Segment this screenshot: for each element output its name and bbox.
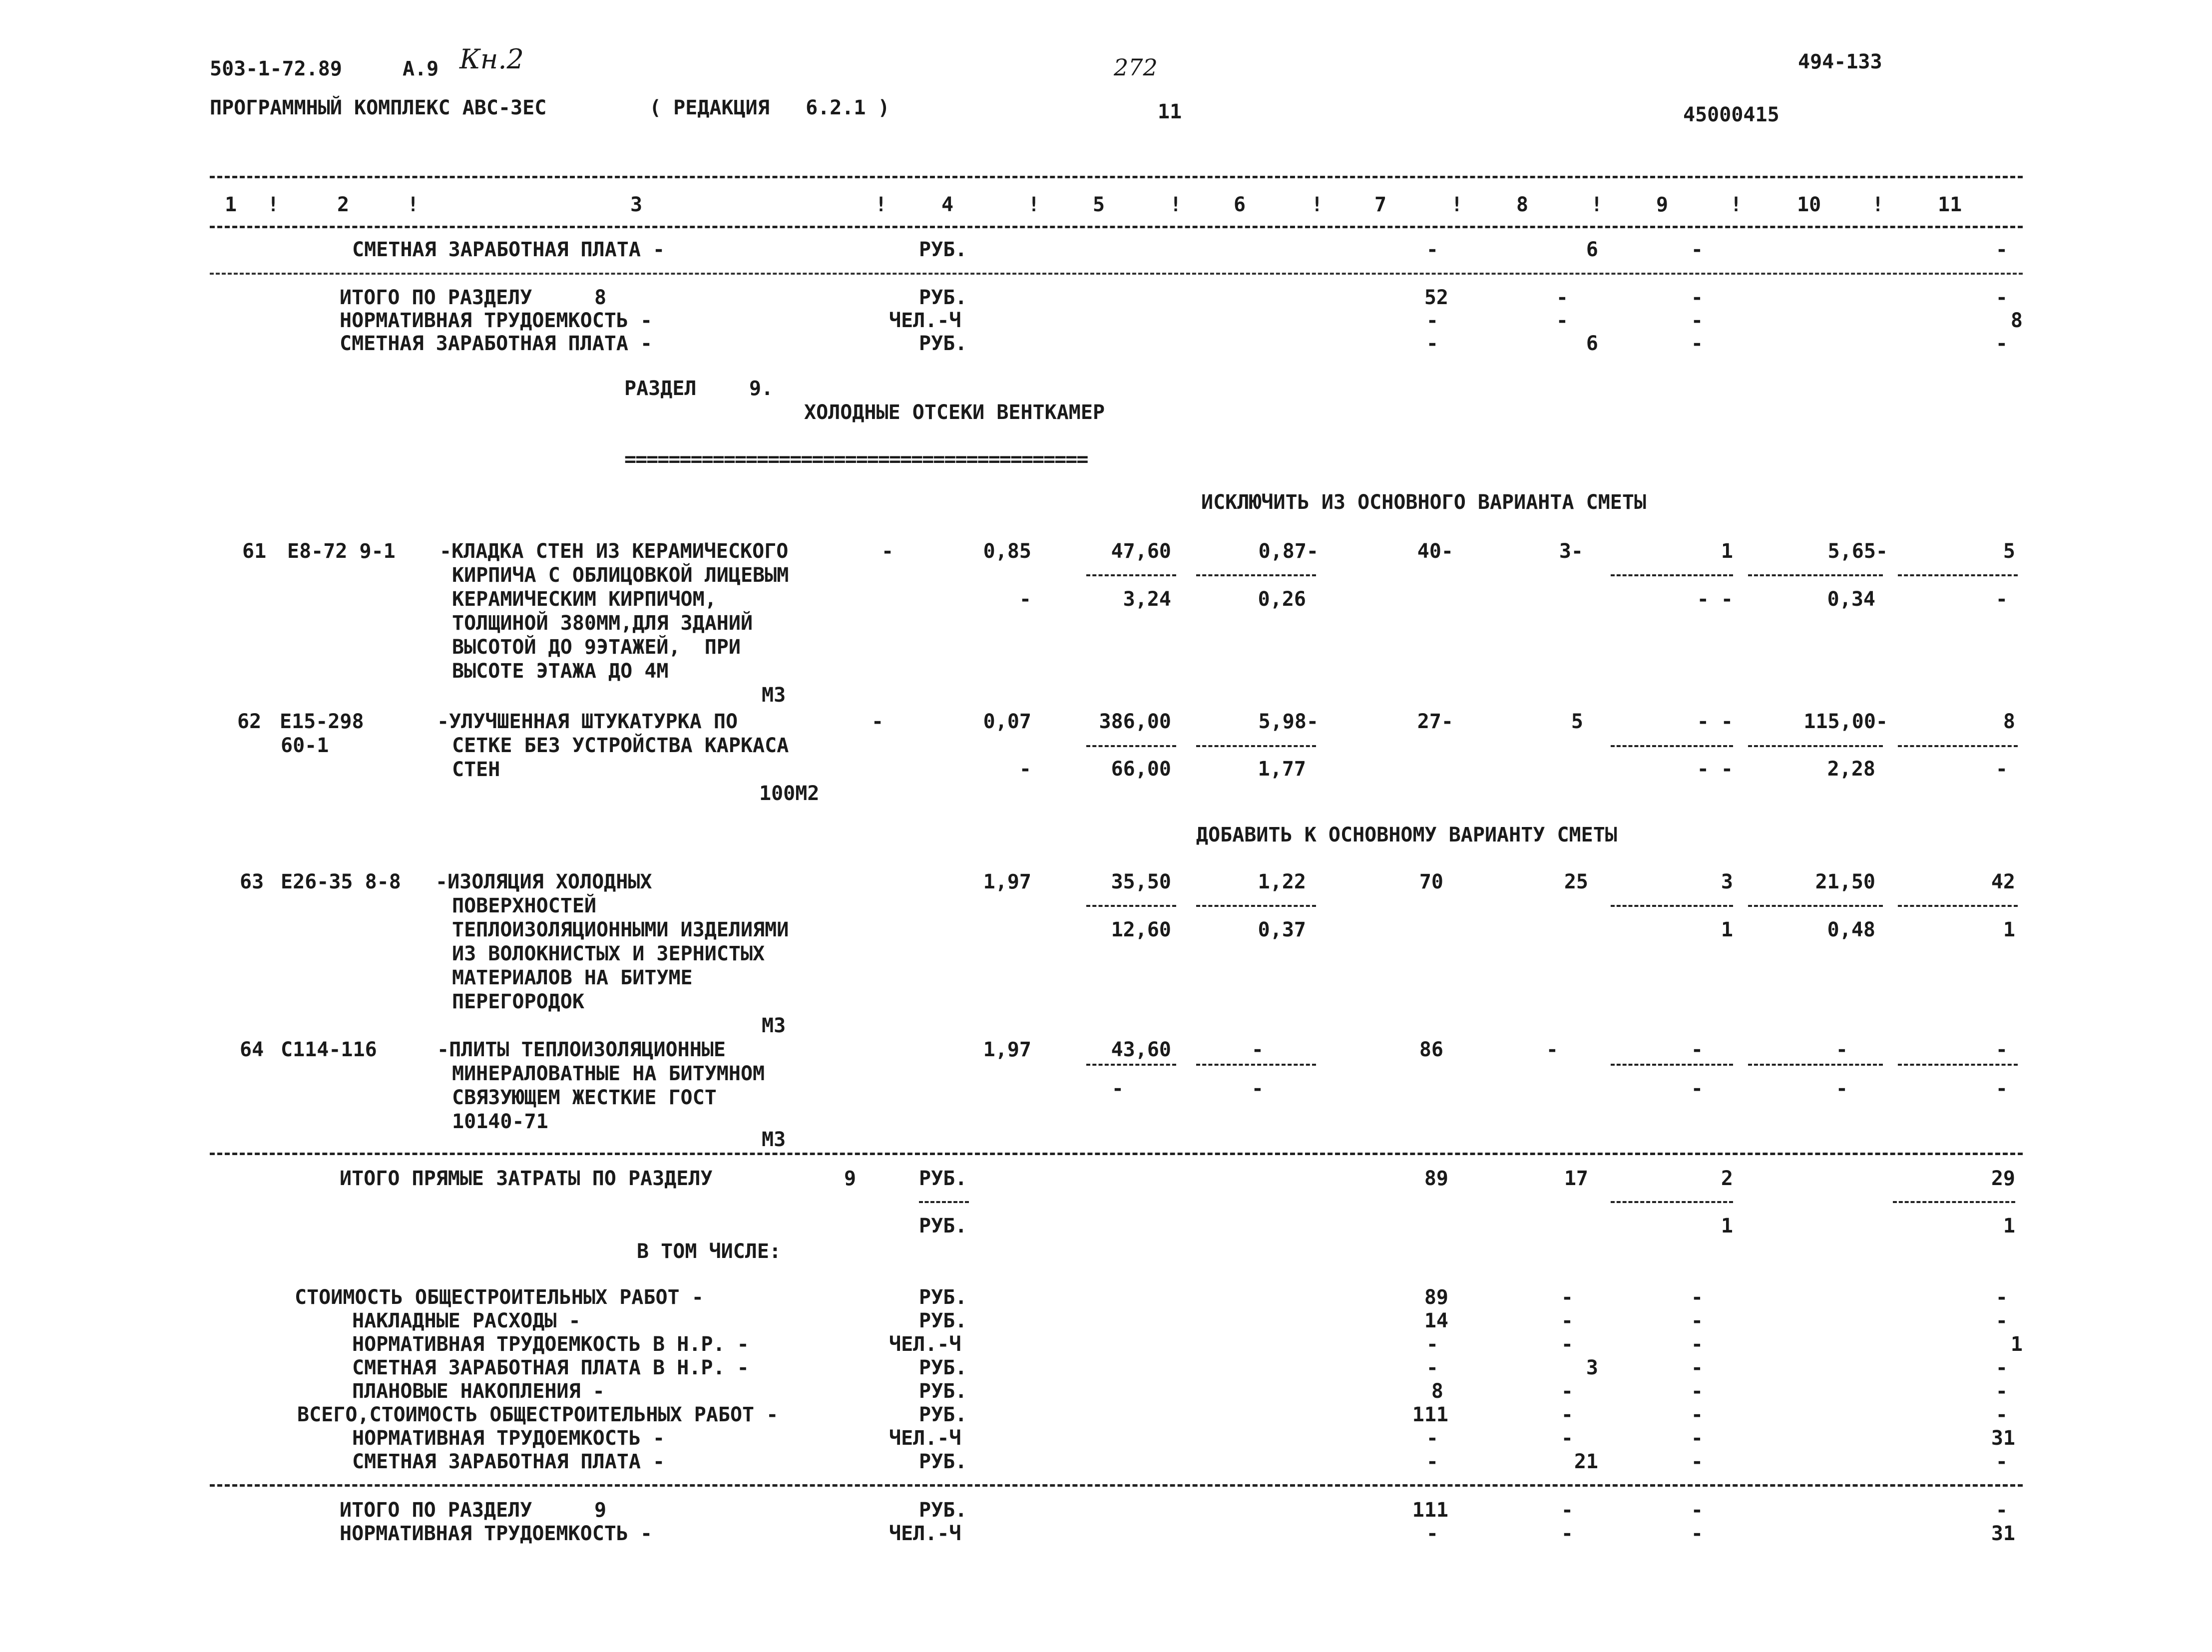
cell-c7: -: [1426, 1333, 1438, 1356]
item-number: 62: [237, 710, 262, 733]
cell-c4: 0,85: [983, 540, 1031, 563]
cell-c9: -: [1691, 1450, 1703, 1473]
cell-c7: 8: [1431, 1380, 1443, 1403]
frac-line: [1086, 745, 1176, 747]
item-desc-line: СЕТКЕ БЕЗ УСТРОЙСТВА КАРКАСА: [452, 734, 789, 757]
col-6: 6: [1234, 193, 1246, 216]
row-unit: ЧЕЛ.-Ч: [889, 309, 961, 332]
edition: ( РЕДАКЦИЯ 6.2.1 ): [649, 96, 890, 119]
cell-c8: 25: [1564, 870, 1588, 893]
col-sep: !: [1028, 193, 1040, 216]
row-label: НОРМАТИВНАЯ ТРУДОЕМКОСТЬ -: [340, 1522, 653, 1545]
item-desc-line: ПЕРЕГОРОДОК: [452, 990, 584, 1013]
item-desc-line: ВЫСОТЕ ЭТАЖА ДО 4М: [452, 660, 669, 683]
cell-c11: 5: [2003, 540, 2015, 563]
cell-c8: 6: [1586, 238, 1598, 261]
item-number: 63: [240, 870, 264, 893]
frac-line: [1086, 1064, 1176, 1066]
row-unit: ЧЕЛ.-Ч: [889, 1333, 961, 1356]
including-label: В ТОМ ЧИСЛЕ:: [637, 1240, 781, 1263]
cell-c5: 386,00: [1099, 710, 1171, 733]
item-dash: -: [872, 710, 884, 733]
cell-c9: -: [1691, 1403, 1703, 1426]
item-desc-line: КЕРАМИЧЕСКИМ КИРПИЧОМ,: [452, 588, 717, 611]
cell-c11: 1: [2010, 1333, 2023, 1356]
cell-c11: -: [1995, 1499, 2008, 1522]
cell-c11: 31: [1991, 1427, 2015, 1450]
col-3: 3: [630, 193, 643, 216]
row-unit: РУБ.: [919, 332, 967, 355]
item-unit: М3: [762, 1014, 786, 1037]
row-unit: РУБ.: [919, 1356, 967, 1379]
section-underline: ==========================================: [624, 448, 1088, 471]
item-code: Е26-35 8-8: [281, 870, 401, 893]
item-desc-line: ИЗ ВОЛОКНИСТЫХ И ЗЕРНИСТЫХ: [452, 942, 765, 965]
row-unit: РУБ.: [919, 286, 967, 309]
frac-line: [1898, 905, 2018, 907]
row-label: ВСЕГО,СТОИМОСТЬ ОБЩЕСТРОИТЕЛЬНЫХ РАБОТ -: [297, 1403, 779, 1426]
item-desc-line: СТЕН: [452, 758, 500, 781]
document-code: 503-1-72.89: [210, 57, 342, 80]
row-unit: РУБ.: [919, 1380, 967, 1403]
frac-line: [919, 1201, 969, 1203]
item-code: С114-116: [281, 1038, 377, 1061]
col-sep: !: [1311, 193, 1324, 216]
cell-c8: -: [1561, 1499, 1573, 1522]
frac-line: [1196, 905, 1316, 907]
cell-c10b: 0,48: [1827, 918, 1875, 941]
cell-c6: 1,22: [1258, 870, 1306, 893]
col-sep: !: [1451, 193, 1463, 216]
frac-line: [1748, 745, 1883, 747]
row-label: НОРМАТИВНАЯ ТРУДОЕМКОСТЬ В Н.Р. -: [352, 1333, 749, 1356]
sheet-number: 11: [1158, 100, 1182, 123]
cell-c11b: -: [1995, 1077, 2008, 1100]
frac-line: [1196, 1064, 1316, 1066]
cell-c9: -: [1691, 1356, 1703, 1379]
frac-line: [1898, 745, 2018, 747]
final-rule: [210, 1484, 2023, 1487]
cell-c6b: 0,37: [1258, 918, 1306, 941]
cell-c8: -: [1561, 1427, 1573, 1450]
cell-c8: 5: [1571, 710, 1583, 733]
item-desc-line: 10140-71: [452, 1110, 548, 1133]
cell-c7: 70: [1419, 870, 1443, 893]
cell-c9: -: [1691, 238, 1703, 261]
cell-c10: 5,65-: [1827, 540, 1888, 563]
row-unit: РУБ.: [919, 238, 967, 261]
cell-c11b: -: [1995, 758, 2008, 781]
row-unit: ЧЕЛ.-Ч: [889, 1522, 961, 1545]
cell-c6b: -: [1251, 1077, 1264, 1100]
cell-c9: -: [1691, 332, 1703, 355]
frac-line: [1748, 574, 1883, 576]
frac-line: [1611, 1201, 1733, 1203]
item-desc-line: ВЫСОТОЙ ДО 9ЭТАЖЕЙ, ПРИ: [452, 636, 741, 659]
cell-c11: 8: [2003, 710, 2015, 733]
frac-line: [1748, 905, 1883, 907]
cell-c6: -: [1251, 1038, 1264, 1061]
item-code: Е8-72 9-1: [287, 540, 396, 563]
frac-line: [1898, 574, 2018, 576]
row-unit: РУБ.: [919, 1286, 967, 1309]
cell-c7: -: [1426, 238, 1438, 261]
cell-c7: 40-: [1417, 540, 1453, 563]
cell-c8: -: [1561, 1403, 1573, 1426]
cell-c11: -: [1995, 1286, 2008, 1309]
row-label: ИТОГО ПО РАЗДЕЛУ: [340, 286, 532, 309]
item-unit: М3: [762, 684, 786, 707]
cell-c9: -: [1691, 1522, 1703, 1545]
row-unit: РУБ.: [919, 1215, 967, 1238]
cell-c11: -: [1995, 1380, 2008, 1403]
section-number: 9: [844, 1167, 857, 1190]
cell-c11b: 1: [2003, 918, 2015, 941]
col-sep: !: [407, 193, 420, 216]
cell-c11: 31: [1991, 1522, 2015, 1545]
cell-c7: 27-: [1417, 710, 1453, 733]
item-unit: 100М2: [759, 782, 820, 805]
cell-c7: -: [1426, 1427, 1438, 1450]
cell-c7: 14: [1424, 1309, 1448, 1332]
item-desc-line: МИНЕРАЛОВАТНЫЕ НА БИТУМНОМ: [452, 1062, 765, 1085]
cell-c7: 89: [1424, 1286, 1448, 1309]
cell-c9b: - -: [1697, 758, 1733, 781]
cell-c11: -: [1995, 332, 2008, 355]
col-10: 10: [1797, 193, 1821, 216]
item-desc-line: -ИЗОЛЯЦИЯ ХОЛОДНЫХ: [436, 870, 652, 893]
cell-c10: 115,00-: [1803, 710, 1888, 733]
cell-c10b: -: [1835, 1077, 1848, 1100]
cell-c9b: - -: [1697, 588, 1733, 611]
cell-c9: -: [1691, 1380, 1703, 1403]
cell-c10: -: [1835, 1038, 1848, 1061]
cell-c8: 6: [1586, 332, 1598, 355]
cell-c11: -: [1995, 238, 2008, 261]
row-unit: РУБ.: [919, 1499, 967, 1522]
item-code-cont: 60-1: [281, 734, 329, 757]
item-number: 61: [242, 540, 267, 563]
col-4: 4: [941, 193, 954, 216]
cell-c9: - -: [1697, 710, 1733, 733]
cell-c11: -: [1995, 1038, 2008, 1061]
cell-c8: 21: [1574, 1450, 1598, 1473]
col-sep: !: [1730, 193, 1743, 216]
cell-c9: -: [1691, 1499, 1703, 1522]
col-5: 5: [1093, 193, 1105, 216]
program-name: ПРОГРАММНЫЙ КОМПЛЕКС АВС-3ЕС: [210, 96, 547, 119]
col-2: 2: [337, 193, 350, 216]
item-desc-line: ПОВЕРХНОСТЕЙ: [452, 894, 596, 917]
item-desc-line: -ПЛИТЫ ТЕПЛОИЗОЛЯЦИОННЫЕ: [437, 1038, 726, 1061]
cell-c11: -: [1995, 286, 2008, 309]
cell-c7: 89: [1424, 1167, 1448, 1190]
cell-c8: 3-: [1559, 540, 1583, 563]
book-handwritten: Кн.2: [459, 43, 524, 75]
cell-c5b: 3,24: [1123, 588, 1171, 611]
frac-line: [1611, 1064, 1733, 1066]
row-unit: РУБ.: [919, 1403, 967, 1426]
cell-c10b: 2,28: [1827, 758, 1875, 781]
item-dash: -: [882, 540, 894, 563]
item-unit: М3: [762, 1128, 786, 1151]
cell-c9: -: [1691, 1286, 1703, 1309]
row-label: НОРМАТИВНАЯ ТРУДОЕМКОСТЬ -: [340, 309, 653, 332]
add-heading: ДОБАВИТЬ К ОСНОВНОМУ ВАРИАНТУ СМЕТЫ: [1196, 824, 1617, 846]
frac-line: [1898, 1064, 2018, 1066]
cell-c9: 2: [1721, 1167, 1733, 1190]
item-desc-line: ТОЛЩИНОЙ 380ММ,ДЛЯ ЗДАНИЙ: [452, 612, 753, 635]
item-number: 64: [240, 1038, 264, 1061]
cell-c11b: 1: [2003, 1215, 2015, 1238]
cell-c5b: 12,60: [1111, 918, 1171, 941]
cell-c7: 86: [1419, 1038, 1443, 1061]
cell-c4b: -: [1019, 588, 1031, 611]
cell-c8: -: [1561, 1286, 1573, 1309]
item-desc-line: СВЯЗУЮЩЕМ ЖЕСТКИЕ ГОСТ: [452, 1086, 717, 1109]
cell-c8: 3: [1586, 1356, 1598, 1379]
row-label: ИТОГО ПРЯМЫЕ ЗАТРАТЫ ПО РАЗДЕЛУ: [340, 1167, 713, 1190]
cell-c9: -: [1691, 1333, 1703, 1356]
cell-c10: 21,50: [1815, 870, 1875, 893]
col-8: 8: [1516, 193, 1529, 216]
page-number-handwritten: 272: [1114, 54, 1158, 81]
section-number: 9: [594, 1499, 607, 1522]
frac-line: [1611, 574, 1733, 576]
cell-c11b: -: [1995, 588, 2008, 611]
cell-c11: 29: [1991, 1167, 2015, 1190]
cell-c7: 52: [1424, 286, 1448, 309]
cell-c9: -: [1691, 286, 1703, 309]
frac-line: [1748, 1064, 1883, 1066]
frac-line: [1196, 574, 1316, 576]
cell-c6b: 0,26: [1258, 588, 1306, 611]
row-label: СМЕТНАЯ ЗАРАБОТНАЯ ПЛАТА -: [340, 332, 653, 355]
col-sep: !: [875, 193, 887, 216]
frac-line: [1086, 574, 1176, 576]
cell-c8: -: [1561, 1522, 1573, 1545]
col-sep: !: [1591, 193, 1603, 216]
cell-c5b: -: [1111, 1077, 1124, 1100]
cell-c6: 5,98-: [1258, 710, 1319, 733]
cell-c10b: 0,34: [1827, 588, 1875, 611]
album-label: А.9: [403, 57, 439, 80]
row-unit: ЧЕЛ.-Ч: [889, 1427, 961, 1450]
cell-c4b: -: [1019, 758, 1031, 781]
row-unit: РУБ.: [919, 1450, 967, 1473]
cell-c11: -: [1995, 1403, 2008, 1426]
cell-c9: 1: [1721, 540, 1733, 563]
row-label: НАКЛАДНЫЕ РАСХОДЫ -: [352, 1309, 581, 1332]
cell-c7: 111: [1412, 1499, 1448, 1522]
header-rule: [210, 226, 2023, 228]
row-unit: РУБ.: [919, 1167, 967, 1190]
cell-c4: 1,97: [983, 870, 1031, 893]
cell-c9: -: [1691, 1309, 1703, 1332]
col-11: 11: [1938, 193, 1962, 216]
cell-c8: -: [1546, 1038, 1558, 1061]
item-desc-line: -УЛУЧШЕННАЯ ШТУКАТУРКА ПО: [437, 710, 738, 733]
cell-c8: -: [1556, 309, 1568, 332]
cell-c4: 0,07: [983, 710, 1031, 733]
cell-c11: -: [1995, 1309, 2008, 1332]
cell-c5: 47,60: [1111, 540, 1171, 563]
cell-c9: 3: [1721, 870, 1733, 893]
cell-c5: 35,50: [1111, 870, 1171, 893]
frac-line: [1893, 1201, 2015, 1203]
frac-line: [1611, 745, 1733, 747]
cell-c6: 0,87-: [1258, 540, 1319, 563]
cell-c11: -: [1995, 1450, 2008, 1473]
cell-c5: 43,60: [1111, 1038, 1171, 1061]
row-unit: РУБ.: [919, 1309, 967, 1332]
cell-c11: -: [1995, 1356, 2008, 1379]
cell-c7: -: [1426, 1356, 1438, 1379]
cell-c8: -: [1556, 286, 1568, 309]
exclude-heading: ИСКЛЮЧИТЬ ИЗ ОСНОВНОГО ВАРИАНТА СМЕТЫ: [1201, 491, 1647, 514]
doc-number: 494-133: [1798, 50, 1882, 73]
row-label: СТОИМОСТЬ ОБЩЕСТРОИТЕЛЬНЫХ РАБОТ -: [295, 1286, 704, 1309]
cell-c7: -: [1426, 309, 1438, 332]
cell-c9b: -: [1691, 1077, 1703, 1100]
cell-c6b: 1,77: [1258, 758, 1306, 781]
col-7: 7: [1374, 193, 1387, 216]
row-label: ПЛАНОВЫЕ НАКОПЛЕНИЯ -: [352, 1380, 605, 1403]
section-number: 9.: [749, 377, 774, 400]
cell-c7: -: [1426, 332, 1438, 355]
row-label: СМЕТНАЯ ЗАРАБОТНАЯ ПЛАТА -: [352, 238, 665, 261]
col-1: 1: [225, 193, 237, 216]
cell-c8: -: [1561, 1309, 1573, 1332]
cell-c4: 1,97: [983, 1038, 1031, 1061]
cell-c7: 111: [1412, 1403, 1448, 1426]
col-sep: !: [1872, 193, 1884, 216]
cell-c5b: 66,00: [1111, 758, 1171, 781]
cell-c8: -: [1561, 1333, 1573, 1356]
section-label: РАЗДЕЛ: [624, 377, 697, 400]
row-label: СМЕТНАЯ ЗАРАБОТНАЯ ПЛАТА В Н.Р. -: [352, 1356, 749, 1379]
row-label: ИТОГО ПО РАЗДЕЛУ: [340, 1499, 532, 1522]
cell-c9b: 1: [1721, 918, 1733, 941]
frac-line: [1086, 905, 1176, 907]
items-end-rule: [210, 1153, 2023, 1155]
cell-c9: -: [1691, 309, 1703, 332]
item-code: Е15-298: [280, 710, 364, 733]
item-desc-line: -КЛАДКА СТЕН ИЗ КЕРАМИЧЕСКОГО: [440, 540, 789, 563]
cell-c11: 8: [2010, 309, 2023, 332]
col-9: 9: [1656, 193, 1669, 216]
item-desc-line: КИРПИЧА С ОБЛИЦОВКОЙ ЛИЦЕВЫМ: [452, 564, 789, 587]
cell-c8: -: [1561, 1380, 1573, 1403]
col-sep: !: [267, 193, 280, 216]
item-desc-line: ТЕПЛОИЗОЛЯЦИОННЫМИ ИЗДЕЛИЯМИ: [452, 918, 789, 941]
item-desc-line: МАТЕРИАЛОВ НА БИТУМЕ: [452, 966, 693, 989]
row-label: СМЕТНАЯ ЗАРАБОТНАЯ ПЛАТА -: [352, 1450, 665, 1473]
frac-line: [1196, 745, 1316, 747]
cell-c9: -: [1691, 1427, 1703, 1450]
cell-c11: 42: [1991, 870, 2015, 893]
cell-c9: -: [1691, 1038, 1703, 1061]
row-label: НОРМАТИВНАЯ ТРУДОЕМКОСТЬ -: [352, 1427, 665, 1450]
code2: 45000415: [1683, 103, 1779, 126]
cell-c9b: 1: [1721, 1215, 1733, 1238]
cell-c7: -: [1426, 1450, 1438, 1473]
section-title: ХОЛОДНЫЕ ОТСЕКИ ВЕНТКАМЕР: [804, 401, 1105, 424]
cell-c8: 17: [1564, 1167, 1588, 1190]
frac-line: [1611, 905, 1733, 907]
col-sep: !: [1170, 193, 1182, 216]
sec8-rule: [210, 273, 2023, 275]
section-number: 8: [594, 286, 607, 309]
top-rule: [210, 176, 2023, 178]
cell-c7: -: [1426, 1522, 1438, 1545]
